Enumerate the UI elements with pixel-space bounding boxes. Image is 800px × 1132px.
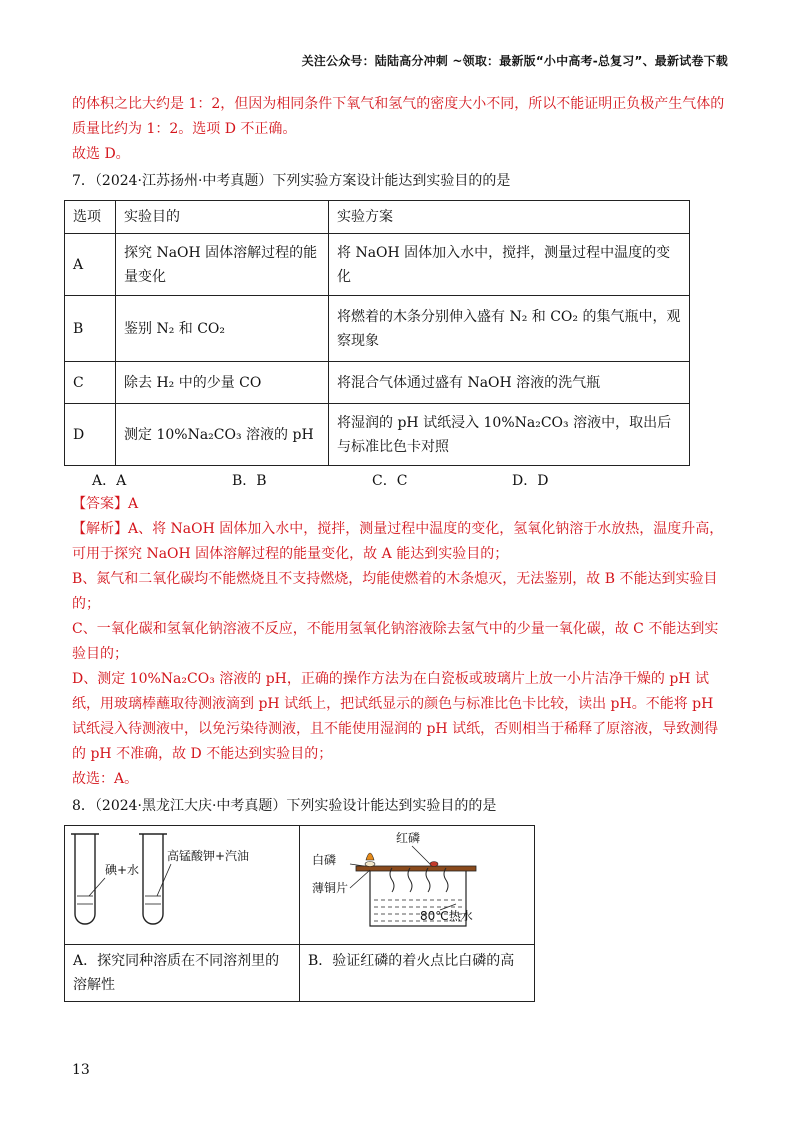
row-goal: 测定 10%Na₂CO₃ 溶液的 pH [116, 404, 329, 466]
header-option: 选项 [65, 201, 116, 234]
page-header: 关注公众号：陆陆高分冲刺 ~领取：最新版“小中高考-总复习”、最新试卷下载 [301, 54, 728, 68]
row-goal: 探究 NaOH 固体溶解过程的能量变化 [116, 234, 329, 296]
prev-answer-line-3: 故选 D。 [72, 146, 130, 162]
choice-b[interactable]: B．B [232, 473, 267, 489]
table-row [65, 362, 690, 404]
row-option: B [65, 296, 116, 362]
question-7-table [64, 200, 690, 466]
test-tubes-figure [65, 826, 299, 936]
label-kmno4-gasoline: 高锰酸钾+汽油 [167, 849, 250, 863]
question-7-stem: 7．（2024·江苏扬州·中考真题）下列实验方案设计能达到实验目的的是 [72, 173, 511, 189]
row-plan: 将湿润的 pH 试纸浸入 10%Na₂CO₃ 溶液中，取出后与标准比色卡对照 [329, 404, 690, 466]
option-b-text: B．验证红磷的着火点比白磷的高 [300, 945, 535, 1002]
table-row [65, 296, 690, 362]
content [72, 92, 730, 1002]
analysis-c: C、一氧化碳和氢氧化钠溶液不反应，不能用氢氧化钠溶液除去氢气中的少量一氧化碳，故 C 不能达到实验目的； [72, 621, 719, 662]
row-option: C [65, 362, 116, 404]
row-goal: 鉴别 N₂ 和 CO₂ [116, 296, 329, 362]
option-a-text: A．探究同种溶质在不同溶剂里的溶解性 [65, 945, 300, 1002]
choice-c[interactable]: C．C [372, 473, 408, 489]
choice-d[interactable]: D．D [512, 473, 549, 489]
choice-a[interactable]: A．A [92, 473, 127, 489]
row-goal: 除去 H₂ 中的少量 CO [116, 362, 329, 404]
question-8-stem: 8．（2024·黑龙江大庆·中考真题）下列实验设计能达到实验目的的是 [72, 798, 497, 814]
row-option: A [65, 234, 116, 296]
table-header-row [65, 201, 690, 234]
label-white-phosphorus: 白磷 [312, 853, 337, 867]
question-7-choices [92, 470, 730, 490]
prev-answer-line-1: 的体积之比大约是 1：2，但因为相同条件下氧气和氢气的密度大小不同，所以不能证明正负极产生气体的 [72, 96, 725, 112]
prev-answer-line-2: 质量比约为 1：2。选项 D 不正确。 [72, 121, 297, 137]
page-number: 13 [72, 1062, 90, 1078]
question-7-answer: 【答案】A [72, 496, 139, 512]
label-iodine-water: 碘+水 [105, 863, 140, 877]
label-copper-sheet: 薄铜片 [312, 881, 349, 895]
analysis-a: 【解析】A、将 NaOH 固体加入水中，搅拌，测量过程中温度的变化，氢氧化钠溶于水放热，温度升高，可用于探究 NaOH 固体溶解过程的能量变化，故 A 能达到实验目的； [72, 521, 724, 562]
figure-a-cell [65, 826, 300, 945]
row-plan: 将混合气体通过盛有 NaOH 溶液的洗气瓶 [329, 362, 690, 404]
row-plan: 将燃着的木条分别伸入盛有 N₂ 和 CO₂ 的集气瓶中，观察现象 [329, 296, 690, 362]
label-hot-water: 80℃热水 [420, 909, 473, 923]
header-plan: 实验方案 [329, 201, 690, 234]
row-option: D [65, 404, 116, 466]
analysis-b: B、氮气和二氧化碳均不能燃烧且不支持燃烧，均能使燃着的木条熄灭，无法鉴别，故 B 不能达到实验目的； [72, 571, 718, 612]
header-goal: 实验目的 [116, 201, 329, 234]
phosphorus-figure [300, 826, 534, 936]
row-plan: 将 NaOH 固体加入水中，搅拌，测量过程中温度的变化 [329, 234, 690, 296]
label-red-phosphorus: 红磷 [396, 831, 421, 845]
table-row [65, 234, 690, 296]
analysis-d: D、测定 10%Na₂CO₃ 溶液的 pH，正确的操作方法为在白瓷板或玻璃片上放一小片洁净干燥的 pH 试纸，用玻璃棒蘸取待测液滴到 pH 试纸上，把试纸显示的颜色与标准比色卡比较，读出 pH。不能将 pH 试纸浸入待测液中，以免污染待测液，且不能使用湿润的 pH 试纸，否则相当于稀释了原溶液，导致测得的 pH 不准确，故 D 不能达到实验目的； [72, 671, 719, 762]
question-8-table [64, 825, 535, 1002]
figure-b-cell [300, 826, 535, 945]
analysis-conclusion: 故选：A。 [72, 771, 139, 787]
table-row [65, 404, 690, 466]
